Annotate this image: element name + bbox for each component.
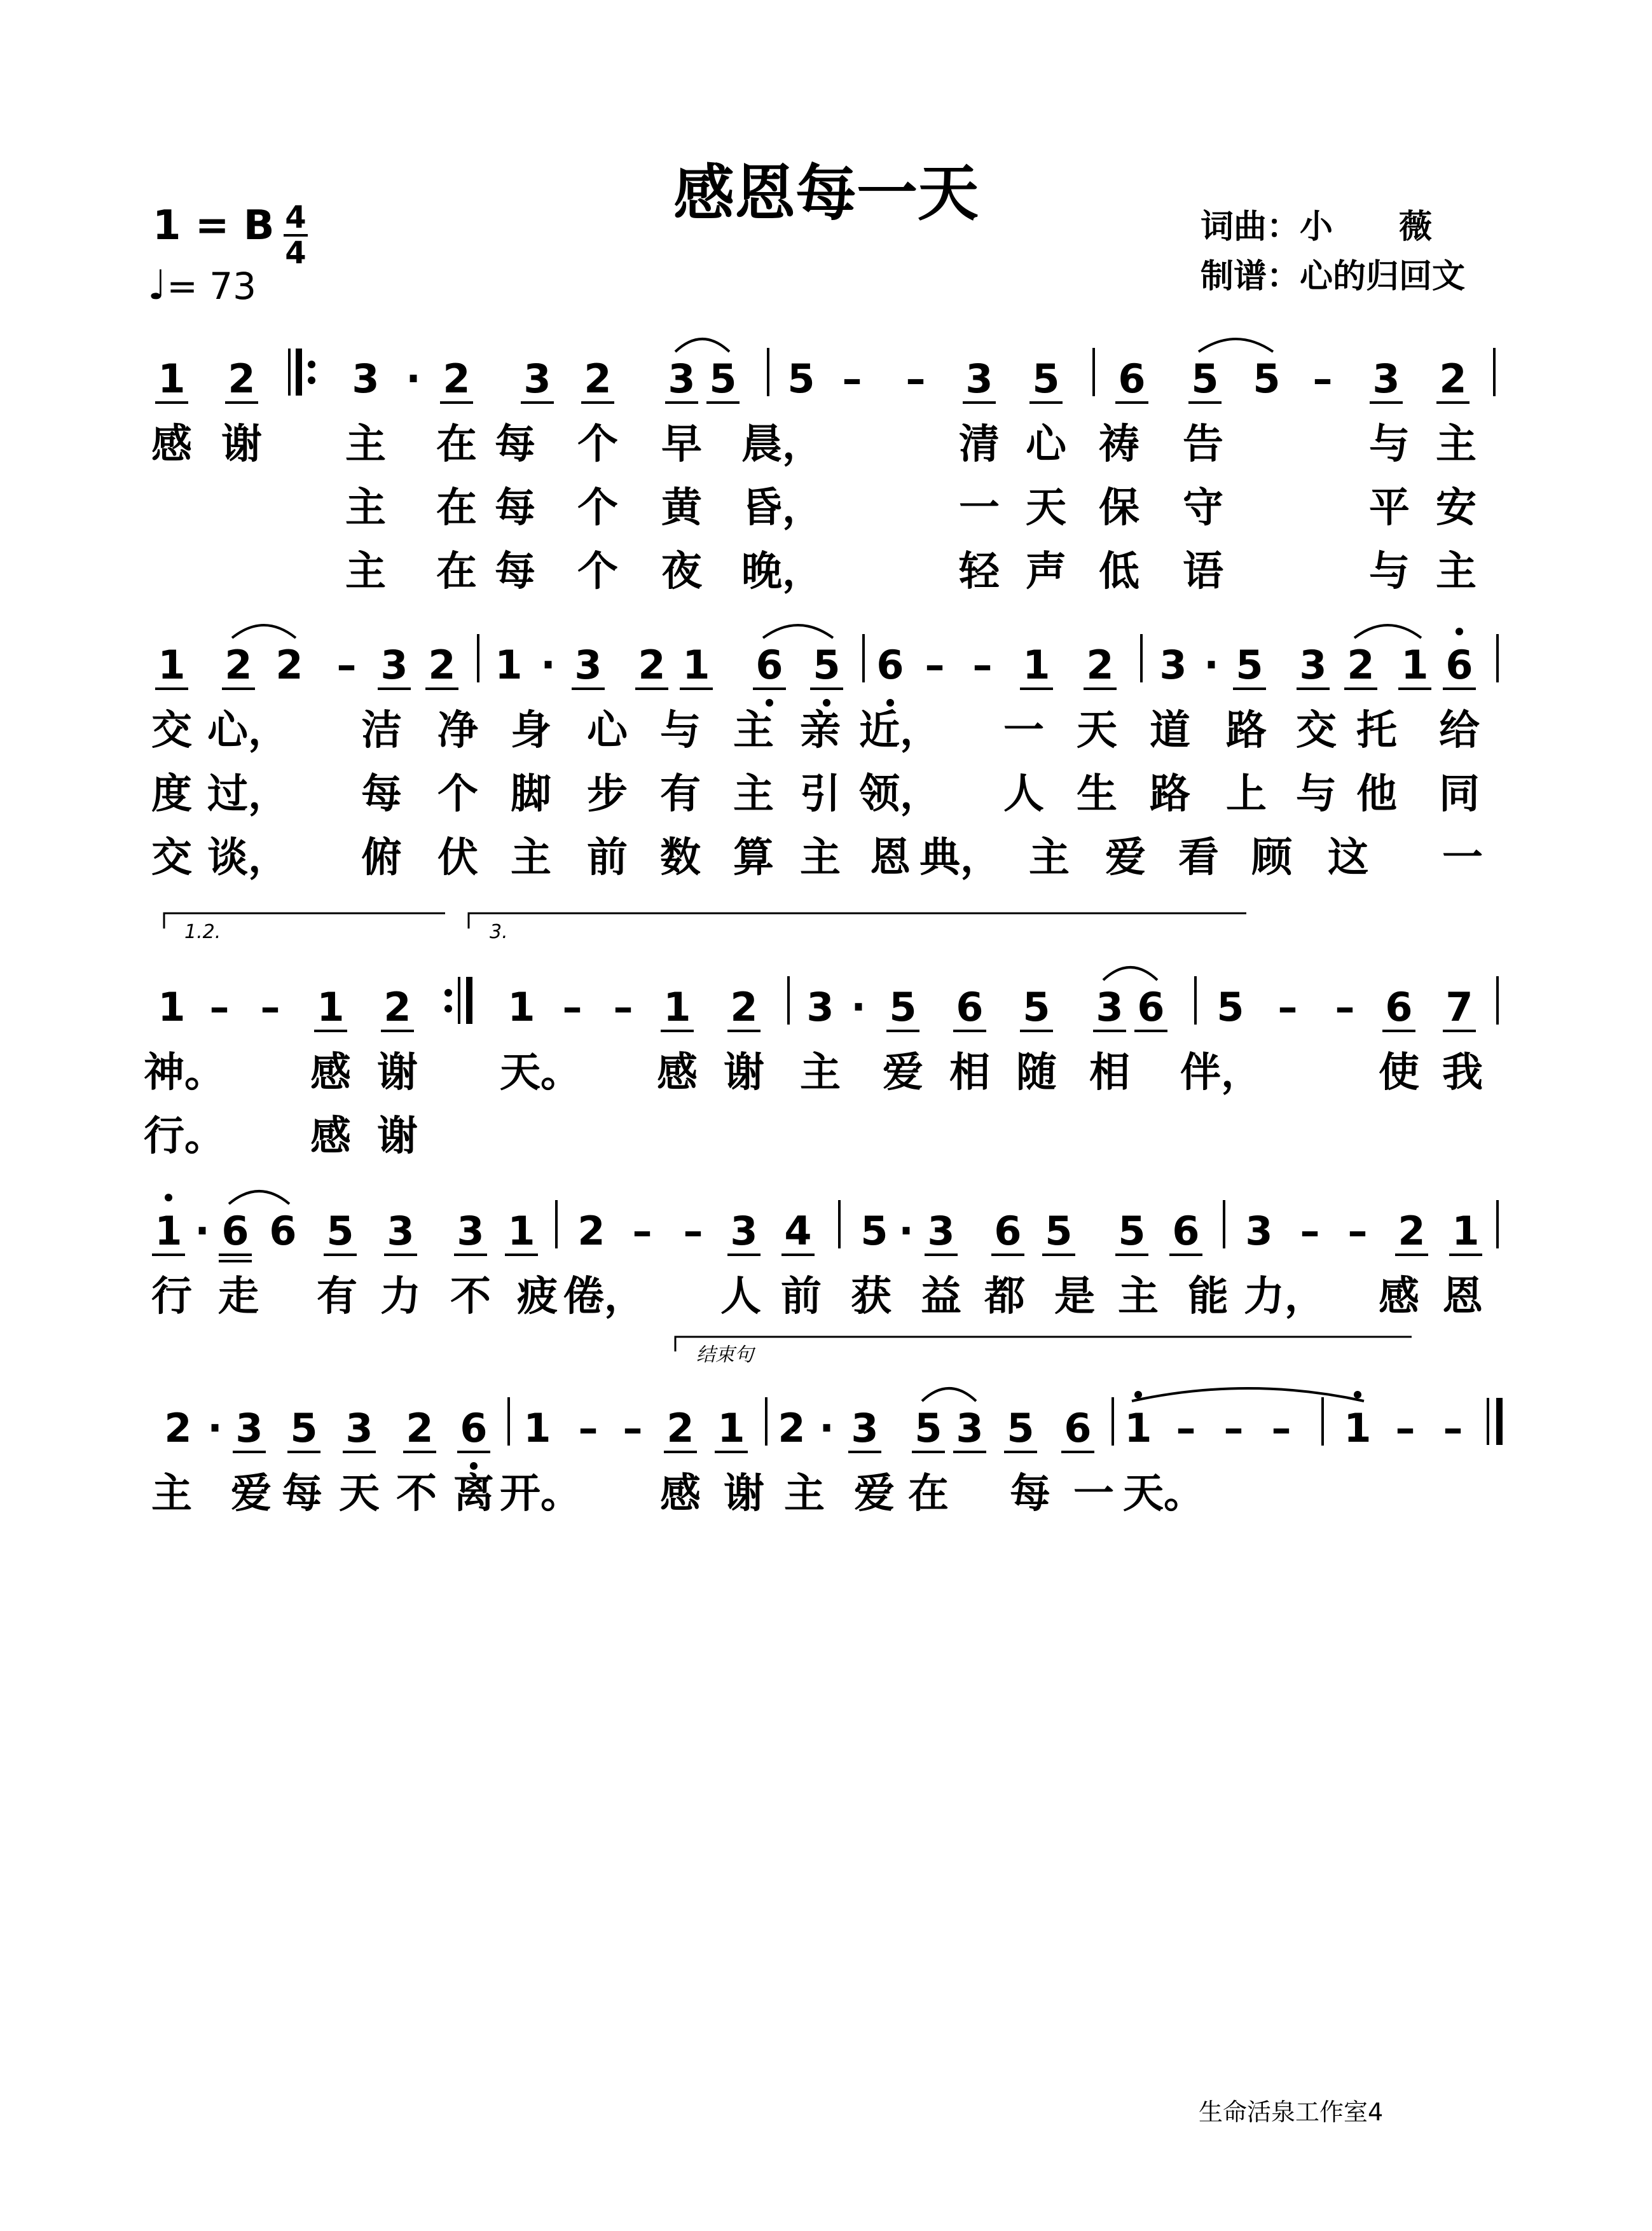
dot-extension: · (406, 356, 421, 402)
lyric-syllable: 一 (1073, 1470, 1114, 1517)
lyric-syllable: 相 (1089, 1049, 1130, 1096)
lyric-syllable: 步 (587, 771, 628, 818)
note: 1 (158, 984, 186, 1030)
dash-extension: – (905, 356, 926, 402)
note: 2 (224, 642, 252, 688)
lyric-syllable: 与 (1296, 771, 1337, 818)
note: 6 (269, 1208, 297, 1254)
lyric-syllable: 使 (1379, 1049, 1419, 1096)
lyric-syllable: 晚， (741, 548, 823, 595)
lyric-syllable: 爱 (883, 1049, 923, 1096)
note: 1 (1344, 1405, 1372, 1451)
note: 2 (1439, 356, 1467, 402)
note: 3 (380, 642, 408, 688)
footer-studio: 生命活泉工作室4 (1199, 2098, 1384, 2126)
note: 5 (914, 1405, 942, 1451)
note: 6 (1137, 984, 1165, 1030)
lyric-syllable: 主 (1436, 421, 1476, 468)
score-system (151, 339, 1494, 595)
note: 3 (851, 1405, 879, 1451)
high-octave-dot (165, 1194, 172, 1201)
lyric-syllable: 获 (851, 1273, 891, 1320)
dash-extension: – (578, 1405, 598, 1451)
lyric-syllable: 在 (436, 421, 477, 468)
note: 5 (1032, 356, 1060, 402)
lyric-syllable: 离 (453, 1470, 494, 1517)
ending-phrase-label: 结束句 (696, 1344, 754, 1366)
lyric-syllable: 给 (1439, 707, 1480, 754)
lyric-syllable: 每 (495, 421, 535, 468)
key-signature: 1 = B (153, 202, 275, 249)
lyric-syllable: 他 (1356, 771, 1397, 818)
lyric-syllable: 洁 (361, 707, 402, 754)
lyric-syllable: 昏， (741, 485, 823, 532)
note: 2 (443, 356, 471, 402)
low-octave-dot (823, 699, 830, 707)
lyrics-label: 词曲： (1201, 208, 1300, 246)
note: 6 (1064, 1405, 1092, 1451)
note: 1 (507, 1208, 535, 1254)
lyric-syllable: 主 (800, 1049, 841, 1096)
lyric-syllable: 行。 (144, 1113, 225, 1160)
lyric-syllable: 夜 (661, 548, 702, 595)
tie-slur (232, 625, 296, 638)
lyric-syllable: 开。 (500, 1470, 581, 1517)
note: 4 (784, 1208, 812, 1254)
lyric-syllable: 上 (1226, 771, 1267, 818)
dash-extension: – (336, 642, 357, 688)
dash-extension: – (632, 1208, 652, 1254)
lyric-syllable: 力 (380, 1273, 421, 1320)
lyric-syllable: 个 (577, 548, 618, 595)
lyric-syllable: 交 (1296, 707, 1337, 754)
note: 1 (1452, 1208, 1480, 1254)
lyric-syllable: 感 (1379, 1273, 1419, 1320)
note: 6 (876, 642, 904, 688)
tie-slur (922, 1388, 976, 1401)
lyric-syllable: 引 (800, 771, 841, 818)
lyric-syllable: 每 (495, 485, 535, 532)
dot-extension: · (819, 1405, 834, 1451)
note: 2 (383, 984, 411, 1030)
lyric-syllable: 主 (733, 707, 774, 754)
score-system (144, 967, 1497, 1160)
dash-extension: – (209, 984, 230, 1030)
lyric-syllable: 典， (919, 834, 1001, 881)
note: 5 (1007, 1405, 1035, 1451)
note: 3 (1096, 984, 1124, 1030)
score-system (151, 625, 1497, 881)
lyric-syllable: 保 (1099, 485, 1139, 532)
lyric-syllable: 在 (436, 485, 477, 532)
note: 1 (495, 642, 523, 688)
lyric-syllable: 生 (1077, 771, 1117, 818)
lyric-syllable: 恩 (870, 834, 911, 881)
repeat-start-sign (289, 349, 315, 396)
note: 6 (1118, 356, 1146, 402)
note: 1 (1022, 642, 1050, 688)
lyric-syllable: 益 (921, 1273, 961, 1320)
note: 3 (457, 1208, 485, 1254)
dash-extension: – (623, 1405, 643, 1451)
lyric-syllable: 一 (959, 485, 1000, 532)
lyric-syllable: 与 (1369, 421, 1410, 468)
lyric-syllable: 主 (345, 548, 386, 595)
tie-slur (1132, 1388, 1364, 1401)
note: 3 (523, 356, 551, 402)
note: 2 (584, 356, 612, 402)
lyric-syllable: 路 (1150, 771, 1190, 818)
lyric-syllable: 度 (151, 771, 192, 818)
note: 3 (1299, 642, 1327, 688)
high-octave-dot (1354, 1391, 1361, 1399)
note: 3 (345, 1405, 373, 1451)
note: 5 (889, 984, 917, 1030)
lyric-syllable: 交 (151, 834, 192, 881)
note: 3 (352, 356, 380, 402)
lyric-syllable: 主 (511, 834, 551, 881)
note: 1 (523, 1405, 551, 1451)
time-signature-top: 4 (285, 200, 306, 235)
lyric-syllable: 主 (784, 1470, 825, 1517)
lyric-syllable: 亲 (800, 707, 841, 754)
note: 2 (228, 356, 256, 402)
lyric-syllable: 每 (1010, 1470, 1050, 1517)
dash-extension: – (1277, 984, 1298, 1030)
note: 2 (1347, 642, 1375, 688)
lyric-syllable: 托 (1356, 707, 1397, 754)
note: 5 (1216, 984, 1244, 1030)
lyric-syllable: 数 (660, 834, 701, 881)
lyric-syllable: 主 (1118, 1273, 1159, 1320)
note: 1 (682, 642, 710, 688)
dash-extension: – (1347, 1208, 1368, 1254)
lyric-syllable: 主 (345, 421, 386, 468)
note: 3 (235, 1405, 263, 1451)
note: 2 (1398, 1208, 1426, 1254)
dot-extension: · (898, 1208, 914, 1254)
lyric-syllable: 谢 (724, 1470, 764, 1517)
score-system (151, 1388, 1463, 1517)
note: 2 (577, 1208, 605, 1254)
lyric-syllable: 天 (1026, 485, 1066, 532)
note: 1 (1124, 1405, 1152, 1451)
lyric-syllable: 不 (450, 1273, 491, 1320)
lyric-syllable: 领， (859, 771, 940, 818)
note: 1 (663, 984, 691, 1030)
lyrics-author: 小 薇 (1300, 208, 1433, 246)
lyric-syllable: 心， (207, 707, 289, 754)
dot-extension: · (851, 984, 866, 1030)
note: 3 (965, 356, 993, 402)
high-octave-dot (1456, 628, 1463, 635)
lyric-syllable: 力， (1244, 1273, 1325, 1320)
dash-extension: – (260, 984, 280, 1030)
dot-extension: · (195, 1208, 210, 1254)
note: 5 (1191, 356, 1219, 402)
lyric-syllable: 随 (1016, 1049, 1057, 1096)
lyric-syllable: 每 (361, 771, 402, 818)
lyric-syllable: 在 (436, 548, 477, 595)
lyric-syllable: 交 (151, 707, 192, 754)
lyric-syllable: 过， (207, 771, 289, 818)
final-barline (1488, 1398, 1499, 1445)
lyric-syllable: 有 (317, 1273, 357, 1320)
lyric-syllable: 行 (151, 1273, 192, 1320)
volta-3 (469, 913, 1246, 943)
lyric-syllable: 爱 (854, 1470, 895, 1517)
lyric-syllable: 每 (495, 548, 535, 595)
dash-extension: – (1312, 356, 1333, 402)
lyric-syllable: 倦， (563, 1273, 645, 1320)
lyric-syllable: 早 (661, 421, 702, 468)
ending-phrase-bracket (675, 1337, 1412, 1366)
dash-extension: – (1223, 1405, 1244, 1451)
low-octave-dot (886, 699, 894, 707)
lyric-syllable: 主 (1436, 548, 1476, 595)
low-octave-dot (470, 1462, 478, 1470)
note: 3 (574, 642, 602, 688)
lyric-syllable: 一 (1003, 707, 1044, 754)
note: 2 (164, 1405, 192, 1451)
lyric-syllable: 天。 (1123, 1470, 1204, 1517)
lyric-syllable: 个 (577, 421, 618, 468)
note: 5 (290, 1405, 318, 1451)
lyric-syllable: 身 (511, 707, 551, 754)
page-title: 感恩每一天 (673, 158, 979, 229)
note: 6 (1445, 642, 1473, 688)
note: 6 (755, 642, 783, 688)
note: 5 (709, 356, 737, 402)
lyric-syllable: 前 (587, 834, 628, 881)
low-octave-dot (766, 699, 773, 707)
note: 1 (317, 984, 345, 1030)
lyric-syllable: 清 (959, 421, 1000, 468)
dash-extension: – (925, 642, 945, 688)
lyric-syllable: 都 (984, 1273, 1025, 1320)
volta-1-2-label: 1.2. (184, 921, 221, 943)
note: 6 (1172, 1208, 1200, 1254)
tie-slur (1199, 339, 1273, 352)
note: 3 (1372, 356, 1400, 402)
note: 2 (1086, 642, 1114, 688)
lyric-syllable: 语 (1183, 548, 1223, 595)
note: 1 (1401, 642, 1429, 688)
dash-extension: – (1271, 1405, 1291, 1451)
dash-extension: – (1300, 1208, 1320, 1254)
score-label: 制谱： (1201, 258, 1300, 296)
lyric-syllable: 净 (437, 707, 478, 754)
lyric-syllable: 能 (1188, 1273, 1229, 1320)
note: 6 (956, 984, 984, 1030)
lyric-syllable: 是 (1054, 1273, 1095, 1320)
note: 1 (158, 642, 186, 688)
lyric-syllable: 爱 (231, 1470, 272, 1517)
tie-slur (763, 625, 833, 638)
note: 2 (778, 1405, 806, 1451)
note: 3 (668, 356, 696, 402)
dash-extension: – (613, 984, 633, 1030)
score-author: 心的归回文 (1300, 258, 1466, 296)
dash-extension: – (842, 356, 862, 402)
lyric-syllable: 有 (660, 771, 701, 818)
note: 2 (428, 642, 456, 688)
lyric-syllable: 主 (1029, 834, 1070, 881)
tie-slur (1354, 625, 1421, 638)
note: 6 (994, 1208, 1022, 1254)
lyric-syllable: 每 (282, 1470, 322, 1517)
lyric-syllable: 脚 (511, 771, 551, 818)
lyric-syllable: 声 (1026, 548, 1066, 595)
dash-extension: – (1443, 1405, 1463, 1451)
dot-extension: · (207, 1405, 223, 1451)
note: 3 (806, 984, 834, 1030)
dash-extension: – (1395, 1405, 1415, 1451)
quarter-note-icon: ♩ (148, 262, 167, 309)
lyric-syllable: 一 (1442, 834, 1483, 881)
lyric-syllable: 这 (1328, 834, 1368, 881)
lyric-syllable: 相 (949, 1049, 990, 1096)
lyric-syllable: 顾 (1251, 834, 1292, 881)
lyric-syllable: 伴， (1180, 1049, 1262, 1096)
note: 6 (460, 1405, 488, 1451)
note: 5 (1236, 642, 1263, 688)
lyric-syllable: 低 (1099, 548, 1139, 595)
lyric-syllable: 同 (1439, 771, 1480, 818)
lyric-syllable: 守 (1183, 485, 1223, 532)
note: 5 (1022, 984, 1050, 1030)
lyric-syllable: 告 (1183, 421, 1223, 468)
dash-extension: – (972, 642, 993, 688)
note: 2 (275, 642, 303, 688)
note: 3 (1245, 1208, 1273, 1254)
note: 1 (507, 984, 535, 1030)
lyric-syllable: 我 (1442, 1049, 1483, 1096)
lyric-syllable: 爱 (1105, 834, 1146, 881)
lyric-syllable: 感 (310, 1113, 351, 1160)
note: 6 (221, 1208, 249, 1254)
tempo-value: = 73 (167, 265, 257, 308)
note: 6 (1385, 984, 1413, 1030)
lyric-syllable: 人 (1003, 771, 1044, 818)
note: 2 (638, 642, 666, 688)
dot-extension: · (1204, 642, 1219, 688)
lyric-syllable: 疲 (517, 1273, 558, 1320)
lyric-syllable: 天 (339, 1470, 380, 1517)
dash-extension: – (562, 984, 582, 1030)
tie-slur (229, 1191, 289, 1204)
tie-slur (1103, 967, 1157, 980)
lyric-syllable: 近， (859, 707, 940, 754)
lyric-syllable: 轻 (959, 548, 1000, 595)
lyric-syllable: 伏 (437, 834, 478, 881)
lyric-syllable: 心 (1026, 421, 1066, 468)
high-octave-dot (1134, 1391, 1142, 1399)
time-signature-bottom: 4 (285, 235, 306, 271)
lyric-syllable: 在 (908, 1470, 949, 1517)
note: 5 (1253, 356, 1281, 402)
lyric-syllable: 谢 (724, 1049, 764, 1096)
note: 3 (387, 1208, 415, 1254)
lyric-syllable: 与 (660, 707, 701, 754)
lyric-syllable: 主 (800, 834, 841, 881)
dash-extension: – (683, 1208, 703, 1254)
note: 2 (406, 1405, 434, 1451)
lyric-syllable: 走 (218, 1273, 259, 1320)
dash-extension: – (1176, 1405, 1196, 1451)
lyric-syllable: 个 (437, 771, 478, 818)
note: 1 (155, 1208, 182, 1254)
lyric-syllable: 谢 (377, 1113, 418, 1160)
dot-extension: · (540, 642, 556, 688)
lyric-syllable: 谈， (207, 834, 289, 881)
score-system (151, 1191, 1497, 1320)
lyric-syllable: 黄 (661, 485, 702, 532)
lyric-syllable: 道 (1150, 707, 1190, 754)
lyric-syllable: 心 (587, 707, 628, 754)
note: 3 (956, 1405, 984, 1451)
note: 3 (927, 1208, 955, 1254)
note: 5 (813, 642, 841, 688)
lyric-syllable: 谢 (377, 1049, 418, 1096)
volta-3-label: 3. (490, 921, 508, 943)
note: 5 (1045, 1208, 1073, 1254)
lyric-syllable: 天。 (500, 1049, 581, 1096)
lyric-syllable: 不 (396, 1470, 437, 1517)
lyric-syllable: 个 (577, 485, 618, 532)
note: 1 (158, 356, 186, 402)
lyric-syllable: 晨， (741, 421, 823, 468)
lyric-syllable: 主 (733, 771, 774, 818)
tie-slur (675, 339, 729, 352)
note: 3 (730, 1208, 758, 1254)
note: 5 (1118, 1208, 1146, 1254)
lyric-syllable: 与 (1369, 548, 1410, 595)
lyric-syllable: 主 (151, 1470, 192, 1517)
lyric-syllable: 祷 (1099, 421, 1139, 468)
lyric-syllable: 看 (1178, 834, 1219, 881)
lyric-syllable: 安 (1436, 485, 1476, 532)
volta-1-2 (164, 913, 445, 943)
lyric-syllable: 感 (657, 1049, 698, 1096)
lyric-syllable: 人 (720, 1273, 761, 1320)
lyric-syllable: 天 (1077, 707, 1117, 754)
lyric-syllable: 平 (1369, 485, 1410, 532)
lyric-syllable: 谢 (221, 421, 262, 468)
note: 2 (730, 984, 758, 1030)
lyric-syllable: 路 (1226, 707, 1267, 754)
note: 3 (1159, 642, 1187, 688)
lyric-syllable: 主 (345, 485, 386, 532)
note: 5 (326, 1208, 354, 1254)
lyric-syllable: 前 (781, 1273, 822, 1320)
lyric-syllable: 俯 (361, 834, 402, 881)
lyric-syllable: 算 (733, 834, 774, 881)
lyric-syllable: 感 (151, 421, 192, 468)
note: 7 (1445, 984, 1473, 1030)
note: 5 (860, 1208, 888, 1254)
lyric-syllable: 感 (660, 1470, 701, 1517)
note: 2 (666, 1405, 694, 1451)
lyric-syllable: 神。 (144, 1049, 225, 1096)
note: 5 (787, 356, 815, 402)
lyric-syllable: 恩 (1442, 1273, 1483, 1320)
repeat-end-sign (444, 977, 469, 1024)
dash-extension: – (1335, 984, 1355, 1030)
note: 1 (717, 1405, 745, 1451)
lyric-syllable: 感 (310, 1049, 351, 1096)
